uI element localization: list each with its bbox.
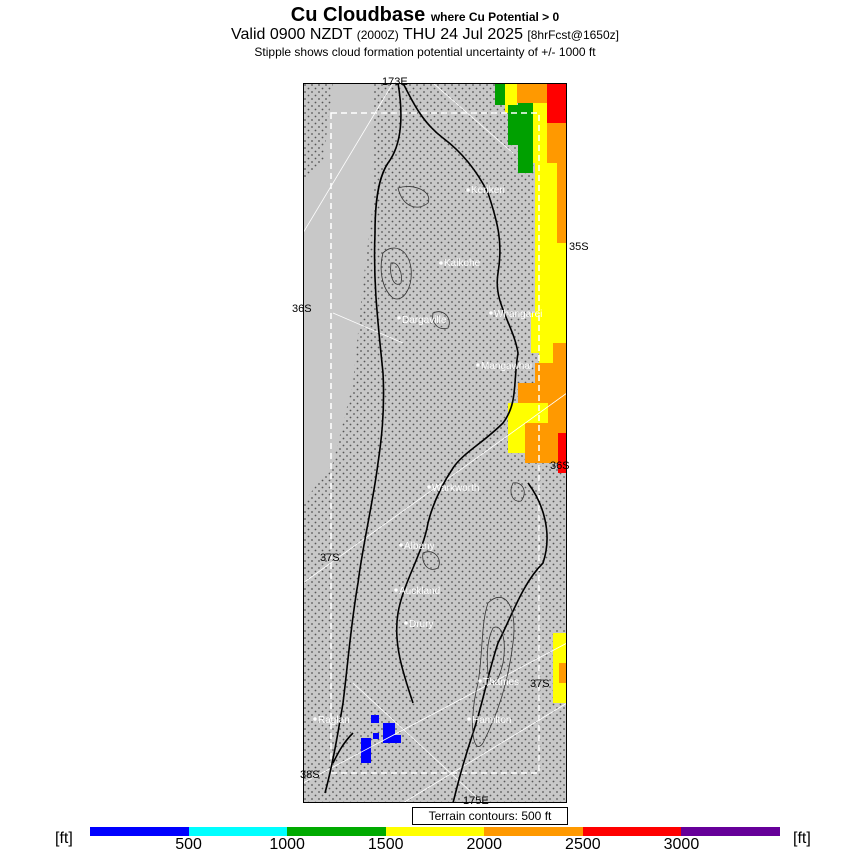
color-bar-segment [681,827,780,836]
lon-175e: 175E [463,795,489,807]
place-label-auckland: Auckland [399,586,441,597]
place-label-hamilton: Hamilton [472,715,512,726]
lat-35s-right: 35S [569,241,589,253]
terrain-contours-note: Terrain contours: 500 ft [412,807,568,825]
legend-unit-left: [ft] [55,830,73,847]
color-bar-tick-label: 3000 [663,836,700,853]
place-kaikohe [439,258,480,269]
place-dargaville [397,315,447,326]
place-label-kerikeri: Kerikeri [471,185,505,196]
color-bar-tick-label: 500 [175,836,202,853]
lat-36s-left: 36S [292,303,312,315]
place-raglan [313,715,350,726]
place-label-raglan: Raglan [318,715,350,726]
place-label-drury: Drury [409,619,434,630]
color-bar-segment [484,827,583,836]
valid-prefix: Valid 0900 NZDT [231,26,353,43]
place-label-thames: Thames [483,677,520,688]
color-bar-tick-label: 1500 [367,836,404,853]
place-drury [404,619,433,630]
title-main: Cu Cloudbase [290,4,426,26]
place-whangarei [489,309,542,320]
forecast-map [303,83,567,803]
chart-title [0,4,850,27]
place-hamilton [467,715,511,726]
place-label-kaikohe: Kaikohe [444,258,481,269]
lat-37s-right: 37S [530,678,550,690]
place-label-dargaville: Dargaville [402,315,447,326]
color-bar-tick-label: 1000 [269,836,305,853]
color-bar-tick-label: 2500 [565,836,601,853]
subtitle: Stipple shows cloud formation potential uncertainty of +/- 1000 ft [254,45,596,59]
place-auckland [394,586,440,597]
place-albany [399,541,434,552]
valid-date: THU 24 Jul 2025 [402,26,523,43]
color-bar-segment [287,827,386,836]
place-label-albany: Albany [404,541,435,552]
title-qualifier: where Cu Potential > 0 [430,10,560,24]
place-label-warkworth: Warkworth [432,483,480,494]
place-kerikeri [466,185,505,196]
forecast-note: [8hrFcst@1650z] [527,28,619,42]
color-bar-tick-label: 2000 [466,836,503,853]
color-bar [90,827,780,836]
color-bar-segment [90,827,189,836]
place-thames [478,677,519,688]
lon-173e: 173E [382,76,408,88]
place-mangawhai [476,361,532,372]
lat-37s-left: 37S [320,552,340,564]
lat-36s-right: 36S [550,460,570,472]
place-warkworth [427,483,479,494]
color-bar-segment [189,827,288,836]
color-bar-segment [583,827,682,836]
valid-utc: (2000Z) [356,28,399,42]
lat-38s-left: 38S [300,769,320,781]
valid-time [0,26,850,44]
place-label-whangarei: Whangarei [494,309,543,320]
color-bar-segment [386,827,485,836]
place-label-mangawhai: Mangawhai [481,361,533,372]
legend-unit-right: [ft] [793,830,811,847]
